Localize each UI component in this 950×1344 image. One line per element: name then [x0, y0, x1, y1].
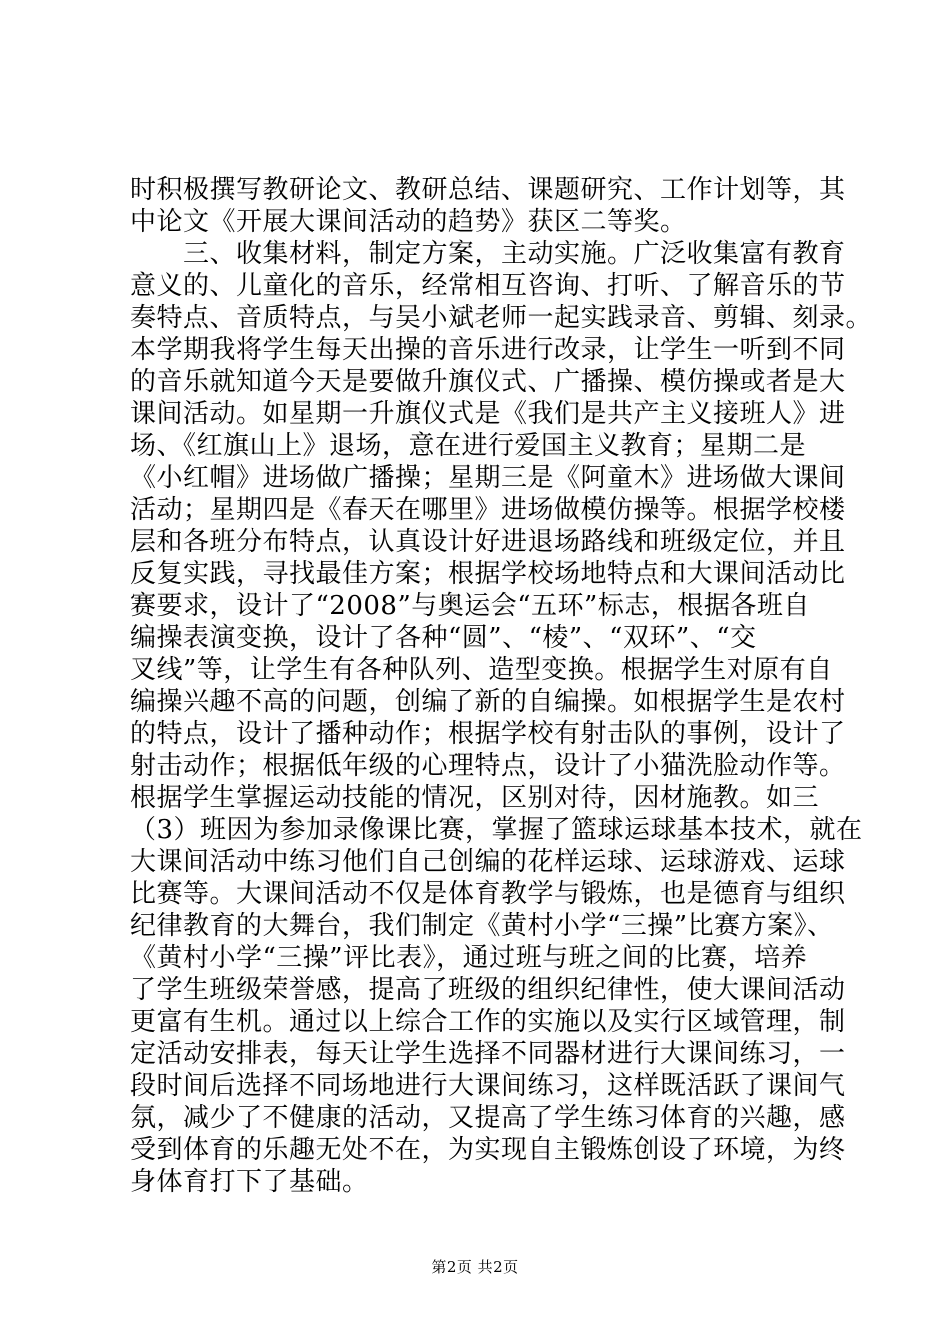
text-line: 叉线”等，让学生有各种队列、造型变换。根据学生对原有自: [130, 655, 833, 685]
text-line: 课间活动。如星期一升旗仪式是《我们是共产主义接班人》进: [130, 399, 846, 429]
text-line: 场、《红旗山上》退场，意在进行爱国主义教育；星期二是: [130, 431, 807, 461]
text-line: 段时间后选择不同场地进行大课间练习，这样既活跃了课间气: [130, 1071, 846, 1101]
text-line: 反复实践，寻找最佳方案；根据学校场地特点和大课间活动比: [130, 559, 846, 589]
page-number-footer: 第2页 共2页: [431, 1258, 519, 1276]
text-line: 编操表演变换，设计了各种“圆”、“棱”、“双环”、“交: [130, 623, 757, 653]
text-line: 层和各班分布特点，认真设计好进退场路线和班级定位，并且: [130, 527, 846, 557]
text-line: 根据学生掌握运动技能的情况，区别对待，因材施教。如三: [130, 783, 820, 813]
text-line: 时积极撰写教研论文、教研总结、课题研究、工作计划等，其: [130, 175, 846, 205]
text-line: 大课间活动中练习他们自己创编的花样运球、运球游戏、运球: [130, 847, 846, 877]
text-line: 的特点，设计了播种动作；根据学校有射击队的事例，设计了: [130, 719, 846, 749]
text-line: 中论文《开展大课间活动的趋势》获区二等奖。: [130, 207, 687, 237]
text-line: 射击动作；根据低年级的心理特点，设计了小猫洗脸动作等。: [130, 751, 846, 781]
text-line: 纪律教育的大舞台，我们制定《黄村小学“三操”比赛方案》、: [130, 911, 834, 941]
text-line: 编操兴趣不高的问题，创编了新的自编操。如根据学生是农村: [130, 687, 846, 717]
text-line: 比赛等。大课间活动不仅是体育教学与锻炼，也是德育与组织: [130, 879, 846, 909]
text-line: 活动；星期四是《春天在哪里》进场做模仿操等。根据学校楼: [130, 495, 846, 525]
text-line: 的音乐就知道今天是要做升旗仪式、广播操、模仿操或者是大: [130, 367, 846, 397]
text-line: 《黄村小学“三操”评比表》，通过班与班之间的比赛，培养: [130, 943, 808, 973]
text-line: 定活动安排表，每天让学生选择不同器材进行大课间练习，一: [130, 1039, 846, 1069]
text-line: 赛要求，设计了“2008”与奥运会“五环”标志，根据各班自: [130, 591, 810, 621]
text-line: 三、收集材料，制定方案，主动实施。广泛收集富有教育: [130, 239, 846, 269]
text-line: 奏特点、音质特点，与吴小斌老师一起实践录音、剪辑、刻录。: [130, 303, 873, 333]
text-line: 身体育打下了基础。: [130, 1167, 369, 1197]
text-line: 受到体育的乐趣无处不在，为实现自主锻炼创设了环境，为终: [130, 1135, 846, 1165]
text-line: 《小红帽》进场做广播操；星期三是《阿童木》进场做大课间: [130, 463, 846, 493]
text-line: 意义的、儿童化的音乐，经常相互咨询、打听、了解音乐的节: [130, 271, 846, 301]
text-line: 氛，减少了不健康的活动，又提高了学生练习体育的兴趣，感: [130, 1103, 846, 1133]
text-line: 本学期我将学生每天出操的音乐进行改录，让学生一听到不同: [130, 335, 846, 365]
document-body: [130, 174, 873, 1198]
text-line: 了学生班级荣誉感，提高了班级的组织纪律性，使大课间活动: [130, 975, 846, 1005]
text-line: （3）班因为参加录像课比赛，掌握了篮球运球基本技术，就在: [130, 815, 863, 845]
text-line: 更富有生机。通过以上综合工作的实施以及实行区域管理，制: [130, 1007, 846, 1037]
